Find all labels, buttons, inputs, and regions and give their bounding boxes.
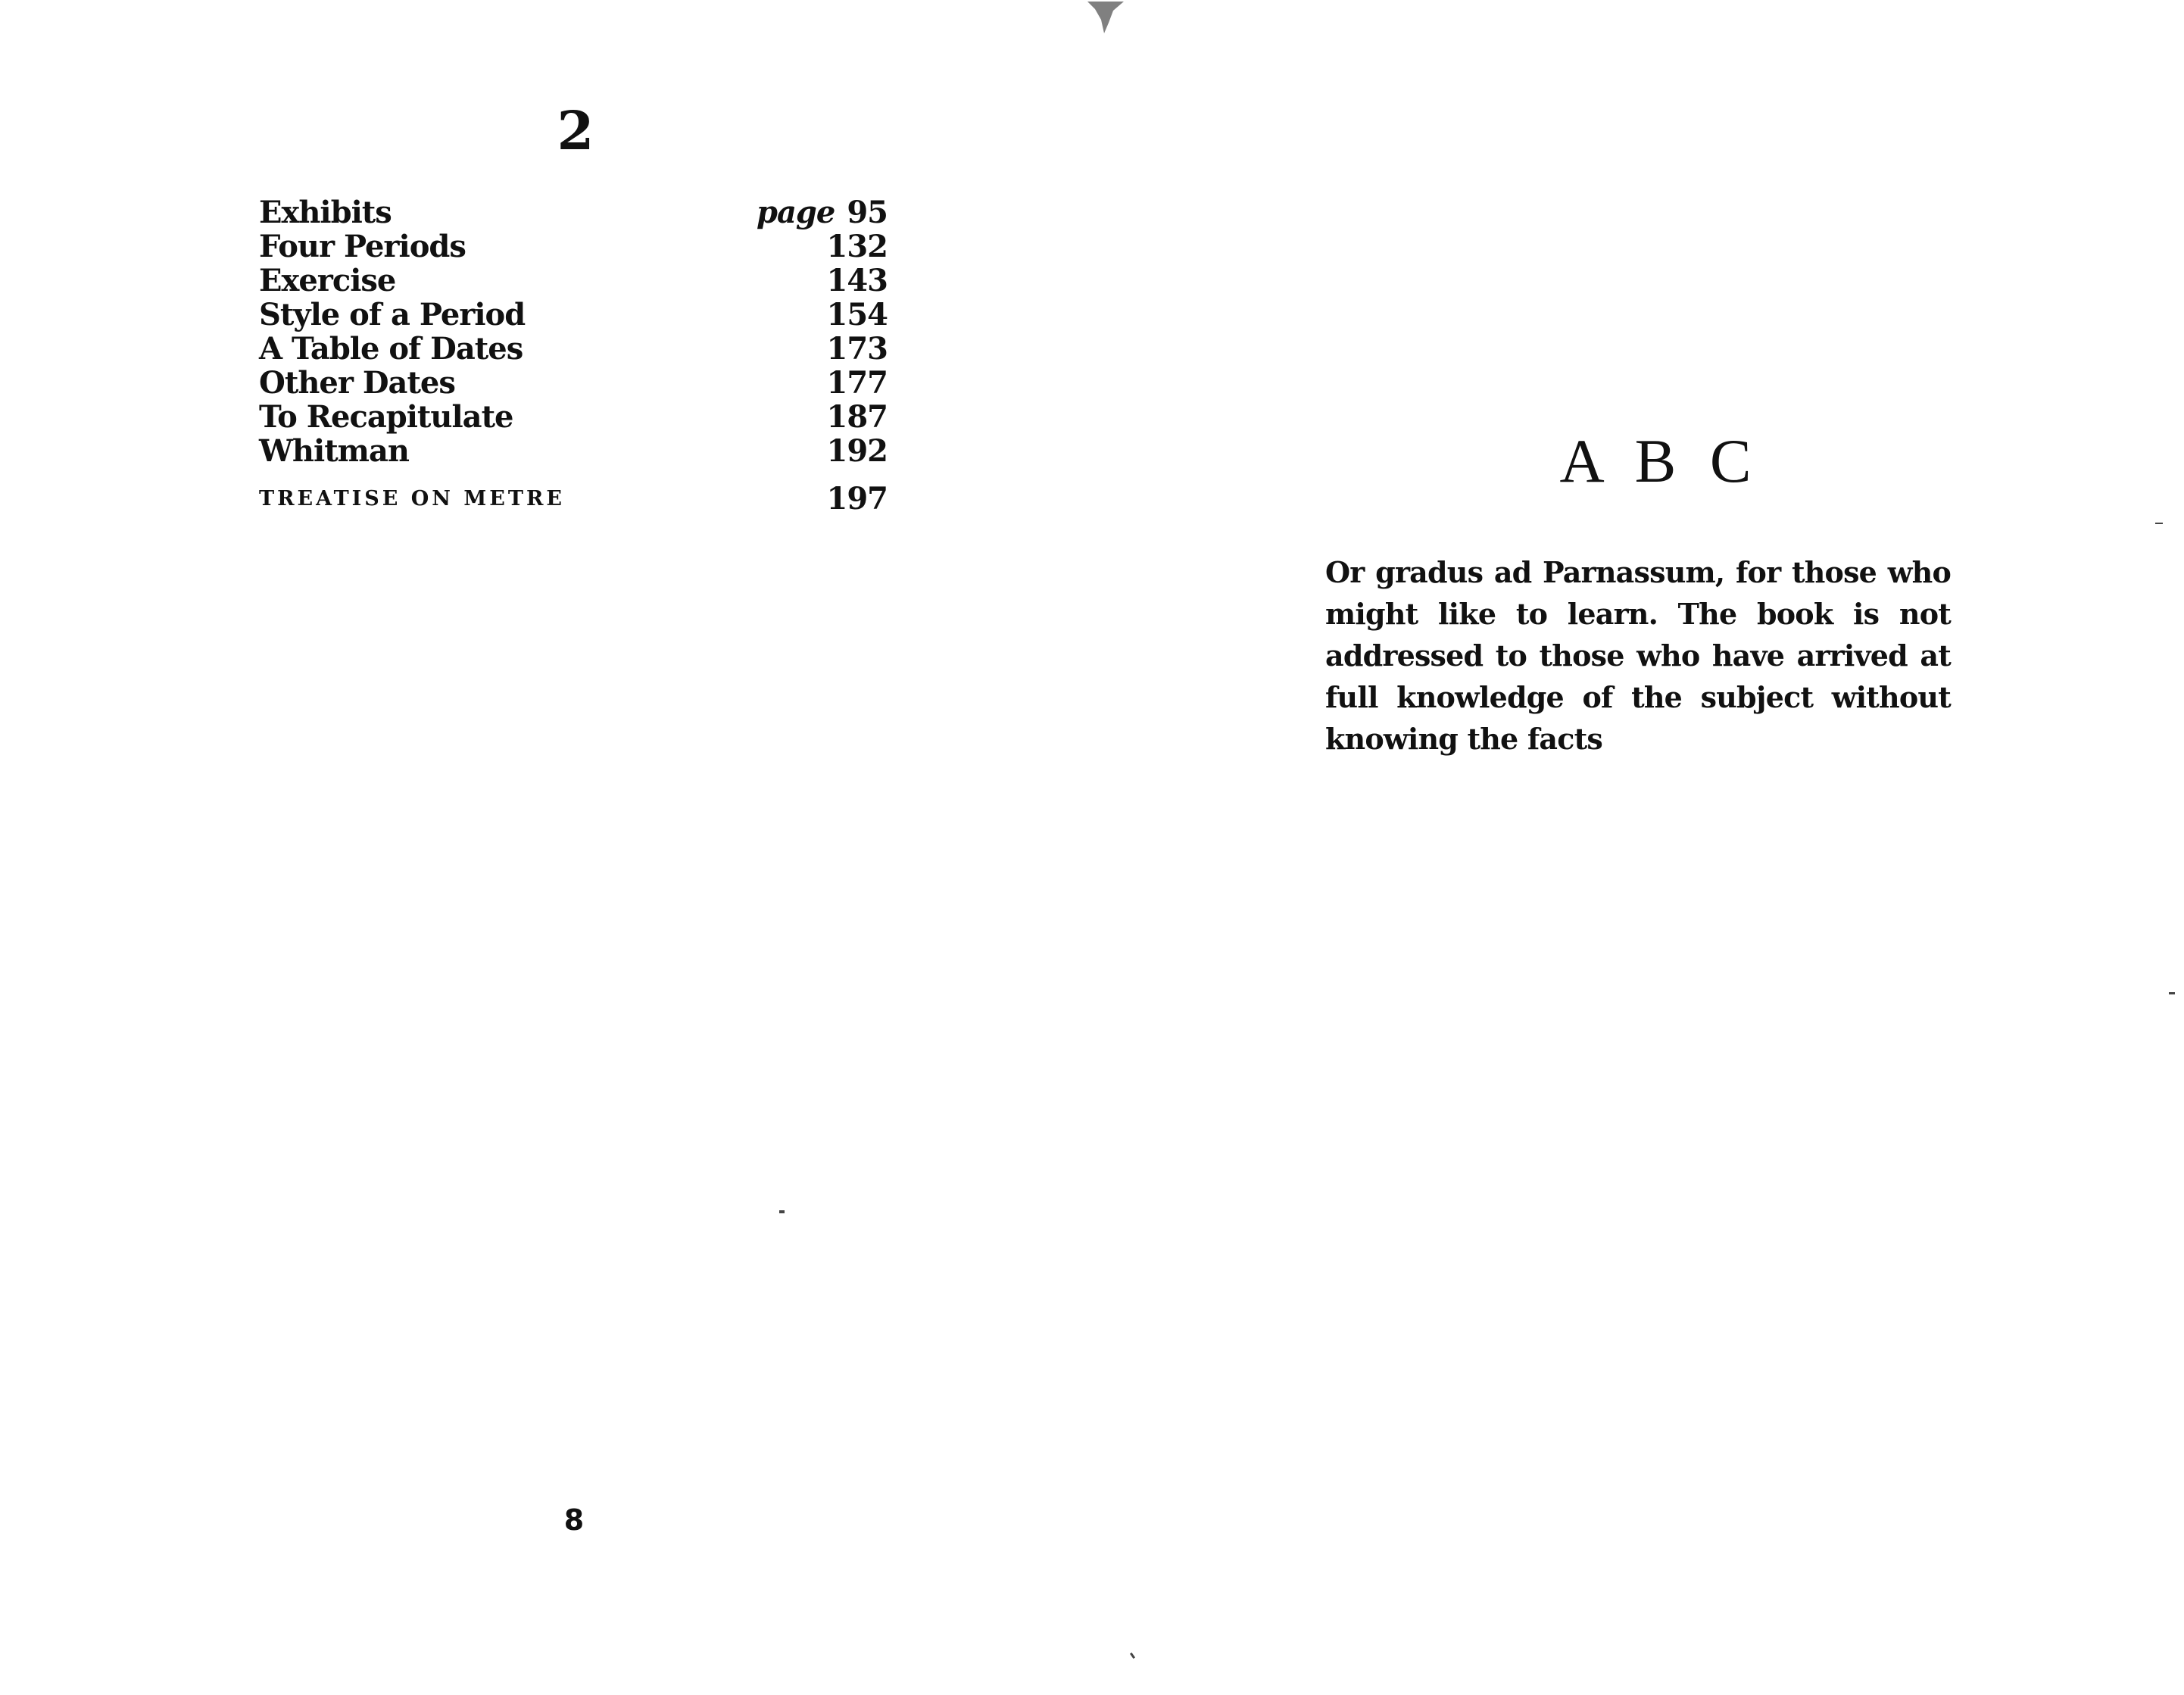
toc-entry-title: Style of a Period (259, 297, 526, 332)
toc-entry-page-number: 143 (826, 263, 888, 298)
toc-entry-title: Other Dates (259, 365, 455, 401)
toc-entry-page-number: 173 (826, 331, 888, 367)
toc-entry-page-number: 197 (826, 481, 888, 517)
toc-entry-title: Exercise (259, 263, 396, 298)
right-page (1092, 0, 2184, 1695)
speck-mark (1130, 1653, 1135, 1659)
toc-entry-page-number: 187 (826, 399, 888, 435)
toc-entry (259, 434, 888, 468)
speck-mark (2169, 992, 2175, 994)
toc-entry (259, 366, 888, 400)
toc-entry-title: Exhibits (259, 195, 392, 230)
toc-entry-page-number: 192 (826, 433, 888, 469)
section-number: 2 (557, 99, 594, 162)
toc-entry (259, 400, 888, 434)
toc-page-label: page (757, 195, 835, 230)
body-paragraph: Or gradus ad Parnassum, for those who might like to learn. The book is not addressed to those who have arrived at full knowledge of the subject without knowing the facts (1325, 555, 1951, 756)
toc-entry (259, 229, 888, 264)
toc-entry (259, 482, 888, 516)
toc-entry (259, 298, 888, 332)
page-number: 8 (563, 1503, 585, 1537)
toc-entry-title: Four Periods (259, 229, 466, 264)
toc-entry-title: Whitman (259, 433, 409, 469)
toc-entry-title: TREATISE ON METRE (259, 487, 565, 510)
toc-entry-title: A Table of Dates (259, 331, 523, 367)
toc-entry (259, 195, 888, 229)
speck-mark (2155, 523, 2163, 524)
toc-entry-title: To Recapitulate (259, 399, 513, 435)
chapter-title: A B C (1559, 426, 1761, 495)
toc-entry-page (757, 195, 888, 229)
toc-entry-page-number: 177 (826, 365, 888, 401)
toc-entry-page-number: 132 (826, 229, 888, 264)
toc-entry (259, 332, 888, 366)
toc-entry (259, 264, 888, 298)
toc-entry-page-number: 95 (847, 195, 888, 230)
toc-entry-page-number: 154 (826, 297, 888, 332)
speck-mark (779, 1210, 785, 1213)
table-of-contents (259, 195, 888, 516)
